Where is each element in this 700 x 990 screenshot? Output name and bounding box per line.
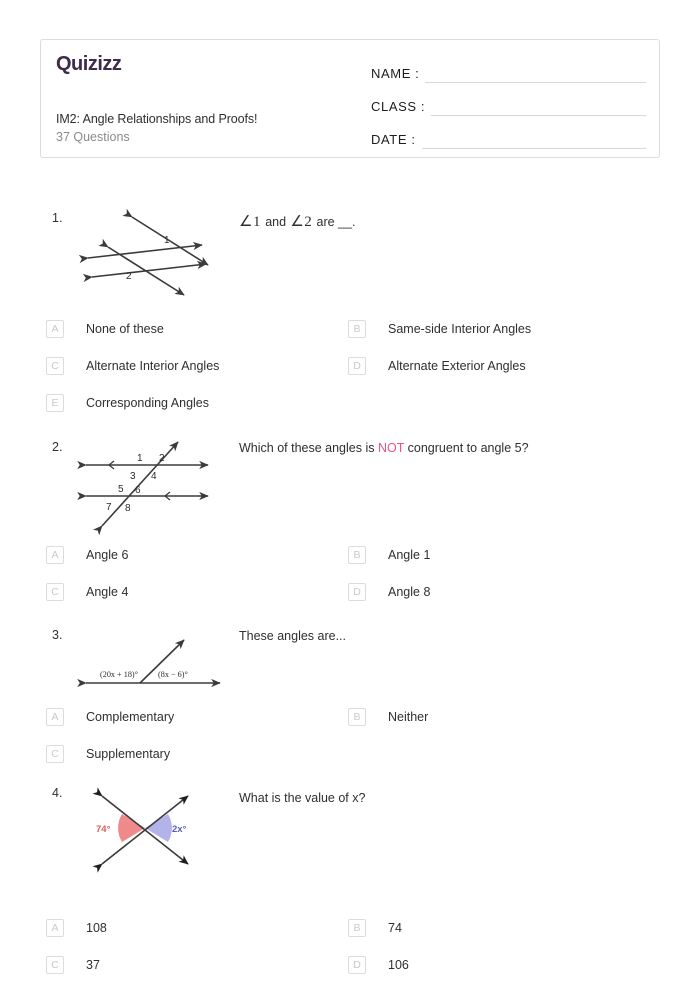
figure-2-label-6: 6	[135, 485, 141, 496]
question-3-number: 3.	[52, 628, 63, 642]
option-1-a[interactable]	[46, 319, 164, 339]
figure-4-label-74: 74°	[96, 824, 111, 835]
option-3-c-letter: C	[46, 745, 64, 763]
option-4-c[interactable]	[46, 955, 100, 975]
option-4-d-label: 106	[388, 958, 409, 972]
option-3-a[interactable]	[46, 707, 174, 727]
option-1-d[interactable]	[348, 356, 526, 376]
figure-1-label-2: 2	[126, 271, 132, 282]
option-2-d-letter: D	[348, 583, 366, 601]
option-1-c-letter: C	[46, 357, 64, 375]
name-field-row	[371, 54, 646, 83]
option-4-b[interactable]	[348, 918, 402, 938]
option-3-a-label: Complementary	[86, 710, 175, 724]
figure-parallel-lines-eight-angles	[80, 434, 230, 534]
question-1-conjunction: and	[265, 215, 287, 229]
question-1-angle-1: ∠1	[239, 214, 261, 230]
option-4-c-letter: C	[46, 956, 64, 974]
figure-3-label-left: (20x + 18)°	[100, 670, 138, 679]
option-2-c[interactable]	[46, 582, 128, 602]
name-field-input[interactable]	[425, 64, 646, 83]
option-2-c-label: Angle 4	[86, 585, 129, 599]
question-2-highlight-not: NOT	[377, 441, 405, 455]
figure-2-label-1: 1	[137, 453, 143, 464]
option-1-b-label: Same-side Interior Angles	[388, 322, 532, 336]
option-3-a-letter: A	[46, 708, 64, 726]
option-2-b-letter: B	[348, 546, 366, 564]
question-4-number: 4.	[52, 786, 63, 800]
option-3-c-label: Supplementary	[86, 747, 171, 761]
figure-4-label-2x: 2x°	[172, 824, 187, 835]
angle-sector-74	[118, 814, 145, 842]
question-2-text-b: congruent to angle 5?	[404, 441, 529, 455]
option-3-b[interactable]	[348, 707, 428, 727]
option-1-b[interactable]	[348, 319, 531, 339]
figure-2-label-2: 2	[159, 453, 165, 464]
class-field-input[interactable]	[431, 97, 646, 116]
option-4-a-label: 108	[86, 921, 107, 935]
option-1-c-label: Alternate Interior Angles	[86, 359, 220, 373]
option-3-b-label: Neither	[388, 710, 429, 724]
quiz-question-count: 37 Questions	[56, 130, 130, 144]
option-1-d-letter: D	[348, 357, 366, 375]
option-1-a-label: None of these	[86, 322, 164, 336]
question-1-tail: are __.	[316, 215, 356, 229]
option-2-d[interactable]	[348, 582, 430, 602]
question-2-number: 2.	[52, 440, 63, 454]
question-2-figure	[80, 434, 230, 534]
question-3-text: These angles are...	[239, 629, 347, 643]
option-3-c[interactable]	[46, 744, 170, 764]
option-2-a-label: Angle 6	[86, 548, 129, 562]
figure-1-label-1: 1	[164, 235, 170, 246]
figure-parallel-lines-angles-1-2	[80, 205, 230, 300]
option-4-d[interactable]	[348, 955, 409, 975]
option-2-c-letter: C	[46, 583, 64, 601]
figure-2-label-5: 5	[118, 484, 124, 495]
figure-2-label-3: 3	[130, 471, 136, 482]
student-info-fields	[371, 54, 646, 153]
option-2-b[interactable]	[348, 545, 430, 565]
question-2-text-a: Which of these angles is	[239, 441, 378, 455]
figure-2-label-4: 4	[151, 471, 157, 482]
question-4-figure	[80, 786, 230, 876]
question-1-angle-2: ∠2	[290, 214, 313, 230]
option-4-d-letter: D	[348, 956, 366, 974]
option-1-b-letter: B	[348, 320, 366, 338]
option-4-c-label: 37	[86, 958, 100, 972]
option-1-e-label: Corresponding Angles	[86, 396, 209, 410]
option-3-b-letter: B	[348, 708, 366, 726]
option-2-d-label: Angle 8	[388, 585, 431, 599]
option-2-b-label: Angle 1	[388, 548, 431, 562]
option-2-a-letter: A	[46, 546, 64, 564]
option-4-a[interactable]	[46, 918, 107, 938]
figure-2-label-8: 8	[125, 503, 131, 514]
option-4-b-letter: B	[348, 919, 366, 937]
class-field-row	[371, 87, 646, 116]
figure-3-label-right: (8x − 6)°	[158, 670, 188, 679]
figure-linear-pair-algebraic	[80, 632, 230, 694]
option-4-a-letter: A	[46, 919, 64, 937]
question-1-figure	[80, 205, 230, 300]
option-1-e[interactable]	[46, 393, 209, 413]
figure-vertical-angles-74-2x	[80, 786, 230, 876]
name-field-label: NAME :	[371, 66, 420, 81]
question-3-figure	[80, 632, 230, 694]
figure-2-label-7: 7	[106, 502, 112, 513]
option-2-a[interactable]	[46, 545, 128, 565]
worksheet-header-card	[40, 39, 660, 158]
option-1-d-label: Alternate Exterior Angles	[388, 359, 526, 373]
angle-sector-2x	[145, 814, 172, 842]
date-field-row	[371, 120, 646, 149]
quiz-title: IM2: Angle Relationships and Proofs!	[56, 112, 258, 126]
quizizz-logo: Quizizz	[56, 53, 122, 75]
question-2-text	[239, 441, 659, 455]
question-1-number: 1.	[52, 211, 63, 225]
header-left-block	[56, 50, 366, 74]
option-1-a-letter: A	[46, 320, 64, 338]
class-field-label: CLASS :	[371, 99, 426, 114]
option-4-b-label: 74	[388, 921, 402, 935]
question-4-text: What is the value of x?	[239, 791, 366, 805]
date-field-input[interactable]	[422, 130, 646, 149]
date-field-label: DATE :	[371, 132, 416, 147]
option-1-e-letter: E	[46, 394, 64, 412]
option-1-c[interactable]	[46, 356, 219, 376]
question-1-text	[239, 212, 659, 231]
